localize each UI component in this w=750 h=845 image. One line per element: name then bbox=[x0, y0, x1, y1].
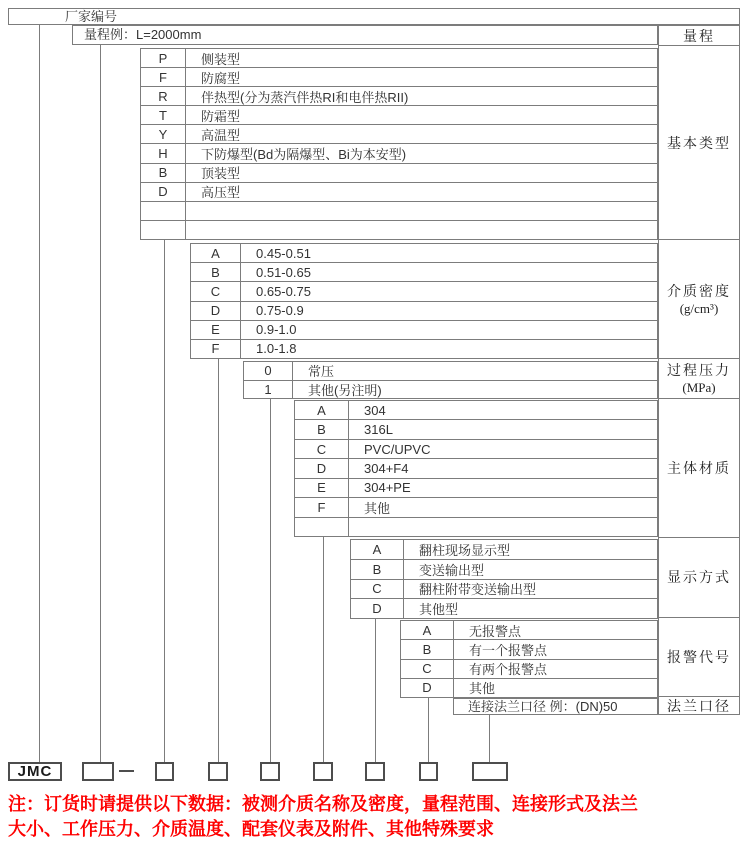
side-label-text: 主体材质 bbox=[667, 461, 731, 477]
code-cell bbox=[141, 221, 186, 239]
code-cell: F bbox=[191, 340, 241, 358]
table-row bbox=[141, 68, 657, 87]
code-cell: E bbox=[295, 479, 349, 497]
side-label-range bbox=[659, 26, 739, 46]
desc-cell: 304 bbox=[364, 402, 386, 418]
desc-cell: 防腐型 bbox=[201, 70, 241, 86]
display-mode-table bbox=[350, 539, 658, 619]
side-label-text: 过程压力 bbox=[667, 364, 731, 380]
desc-cell: 常压 bbox=[308, 364, 335, 380]
connector-line bbox=[428, 698, 429, 762]
code-cell: C bbox=[401, 660, 454, 678]
code-cell: Y bbox=[141, 125, 186, 143]
connector-line bbox=[100, 44, 101, 762]
table-row bbox=[351, 540, 657, 560]
table-row bbox=[141, 87, 657, 106]
table-row bbox=[295, 498, 657, 517]
desc-cell: 316L bbox=[364, 422, 393, 438]
code-cell: F bbox=[141, 68, 186, 86]
code-box-density bbox=[208, 762, 228, 781]
table-row bbox=[191, 244, 657, 263]
code-cell: A bbox=[401, 621, 454, 639]
table-row bbox=[295, 459, 657, 478]
code-cell: B bbox=[401, 640, 454, 658]
desc-cell bbox=[186, 202, 657, 220]
table-row bbox=[141, 125, 657, 144]
code-cell: C bbox=[351, 580, 404, 599]
code-cell: F bbox=[295, 498, 349, 516]
code-cell: B bbox=[295, 420, 349, 438]
desc-cell: 下防爆型(Bd为隔爆型、Bi为本安型) bbox=[201, 147, 407, 163]
code-cell: C bbox=[191, 282, 241, 300]
table-row bbox=[244, 362, 657, 381]
order-note-line1: 注：订货时请提供以下数据：被测介质名称及密度，量程范围、连接形式及法兰 bbox=[8, 794, 638, 814]
desc-cell: 0.75-0.9 bbox=[256, 303, 304, 319]
desc-cell bbox=[349, 518, 657, 536]
code-box-basic-type bbox=[155, 762, 174, 781]
table-row bbox=[401, 679, 657, 697]
table-row bbox=[141, 106, 657, 125]
desc-cell: 0.51-0.65 bbox=[256, 264, 311, 280]
alarm-code-table bbox=[400, 620, 658, 698]
desc-cell bbox=[186, 221, 657, 239]
desc-cell: 翻柱现场显示型 bbox=[419, 542, 511, 558]
side-label-text: 报警代号 bbox=[667, 651, 731, 667]
table-row bbox=[141, 164, 657, 183]
table-row bbox=[141, 183, 657, 202]
table-row bbox=[191, 302, 657, 321]
connector-line bbox=[39, 25, 40, 762]
desc-cell: 1.0-1.8 bbox=[256, 341, 297, 357]
desc-cell: 高压型 bbox=[201, 185, 241, 201]
code-cell: D bbox=[401, 679, 454, 697]
code-box-pressure bbox=[260, 762, 280, 781]
code-cell: A bbox=[295, 401, 349, 419]
code-cell: B bbox=[191, 263, 241, 281]
desc-cell: 有一个报警点 bbox=[469, 642, 548, 658]
range-example-row: 量程例：L=2000mm bbox=[72, 25, 658, 45]
code-cell: A bbox=[191, 244, 241, 262]
code-cell: B bbox=[141, 164, 186, 182]
desc-cell: 防霜型 bbox=[201, 108, 241, 124]
code-cell bbox=[141, 202, 186, 220]
code-cell: D bbox=[191, 302, 241, 320]
side-label-text: 基本类型 bbox=[667, 136, 731, 152]
desc-cell: 其他 bbox=[364, 500, 391, 516]
table-row bbox=[191, 321, 657, 340]
connector-line bbox=[270, 399, 271, 762]
connector-line bbox=[375, 619, 376, 762]
code-cell: D bbox=[141, 183, 186, 201]
table-row bbox=[191, 282, 657, 301]
side-label-alarm-code bbox=[659, 618, 739, 697]
desc-cell: 0.65-0.75 bbox=[256, 283, 311, 299]
desc-cell: 304+PE bbox=[364, 480, 411, 496]
table-row bbox=[191, 340, 657, 358]
connector-line bbox=[323, 537, 324, 762]
table-row bbox=[141, 202, 657, 221]
table-row bbox=[295, 479, 657, 498]
factory-number-row: 厂家编号 bbox=[8, 8, 740, 25]
side-label-text: 显示方式 bbox=[667, 571, 731, 587]
category-label-column bbox=[658, 25, 740, 715]
table-row bbox=[351, 599, 657, 618]
code-cell: H bbox=[141, 144, 186, 162]
side-label-text: 量程 bbox=[683, 29, 715, 45]
side-label-unit: (g/cm³) bbox=[679, 301, 719, 317]
table-row bbox=[295, 518, 657, 536]
code-cell: 0 bbox=[244, 362, 293, 380]
table-row bbox=[244, 381, 657, 399]
side-label-text: 介质密度 bbox=[667, 285, 731, 301]
code-cell: T bbox=[141, 106, 186, 124]
code-cell: R bbox=[141, 87, 186, 105]
table-row bbox=[351, 580, 657, 600]
body-material-table bbox=[294, 400, 658, 537]
desc-cell: 有两个报警点 bbox=[469, 662, 548, 678]
desc-cell: 其他 bbox=[469, 681, 496, 697]
order-note-line2: 大小、工作压力、介质温度、配套仪表及附件、其他特殊要求 bbox=[8, 819, 494, 839]
code-box-alarm bbox=[419, 762, 438, 781]
code-cell: P bbox=[141, 49, 186, 67]
table-row bbox=[295, 440, 657, 459]
desc-cell: 顶装型 bbox=[201, 166, 241, 182]
desc-cell: 侧装型 bbox=[201, 51, 241, 67]
table-row bbox=[141, 144, 657, 163]
table-row bbox=[351, 560, 657, 580]
dash-separator bbox=[119, 770, 134, 772]
desc-cell: 无报警点 bbox=[469, 623, 522, 639]
connector-line bbox=[218, 359, 219, 762]
table-row bbox=[401, 640, 657, 659]
table-row bbox=[141, 49, 657, 68]
desc-cell: 其他(另注明) bbox=[308, 382, 382, 398]
basic-type-table bbox=[140, 48, 658, 240]
code-box-range bbox=[82, 762, 114, 781]
connector-line bbox=[489, 715, 490, 762]
desc-cell: 0.45-0.51 bbox=[256, 245, 311, 261]
desc-cell: 伴热型(分为蒸汽伴热RI和电伴热RII) bbox=[201, 89, 409, 105]
code-box-display bbox=[365, 762, 385, 781]
code-box-flange bbox=[472, 762, 508, 781]
table-row bbox=[295, 420, 657, 439]
code-box-material bbox=[313, 762, 333, 781]
desc-cell: 304+F4 bbox=[364, 460, 409, 476]
desc-cell: 翻柱附带变送输出型 bbox=[419, 582, 537, 598]
side-label-display-mode bbox=[659, 538, 739, 619]
desc-cell: 变送输出型 bbox=[419, 562, 485, 578]
process-pressure-table bbox=[243, 361, 658, 399]
connector-line bbox=[164, 240, 165, 762]
code-cell: B bbox=[351, 560, 404, 579]
side-label-text: 法兰口径 bbox=[667, 699, 731, 715]
side-label-process-pressure bbox=[659, 359, 739, 399]
side-label-flange-size bbox=[659, 697, 739, 714]
table-row bbox=[141, 221, 657, 239]
table-row bbox=[191, 263, 657, 282]
side-label-medium-density bbox=[659, 240, 739, 359]
desc-cell: 其他型 bbox=[419, 602, 459, 618]
model-prefix-box: JMC bbox=[8, 762, 62, 781]
code-cell bbox=[295, 518, 349, 536]
desc-cell: 0.9-1.0 bbox=[256, 322, 297, 338]
code-cell: 1 bbox=[244, 381, 293, 399]
medium-density-table bbox=[190, 243, 658, 359]
desc-cell: 高温型 bbox=[201, 127, 241, 143]
desc-cell: PVC/UPVC bbox=[364, 441, 431, 457]
code-cell: D bbox=[295, 459, 349, 477]
code-cell: C bbox=[295, 440, 349, 458]
side-label-unit: (MPa) bbox=[682, 380, 716, 396]
order-note bbox=[8, 792, 748, 842]
table-row bbox=[401, 660, 657, 679]
table-row bbox=[401, 621, 657, 640]
table-row bbox=[295, 401, 657, 420]
code-cell: D bbox=[351, 599, 404, 618]
code-cell: A bbox=[351, 540, 404, 559]
flange-size-row: 连接法兰口径 例：(DN)50 bbox=[453, 698, 658, 715]
side-label-body-material bbox=[659, 399, 739, 538]
code-cell: E bbox=[191, 321, 241, 339]
side-label-basic-type bbox=[659, 46, 739, 240]
